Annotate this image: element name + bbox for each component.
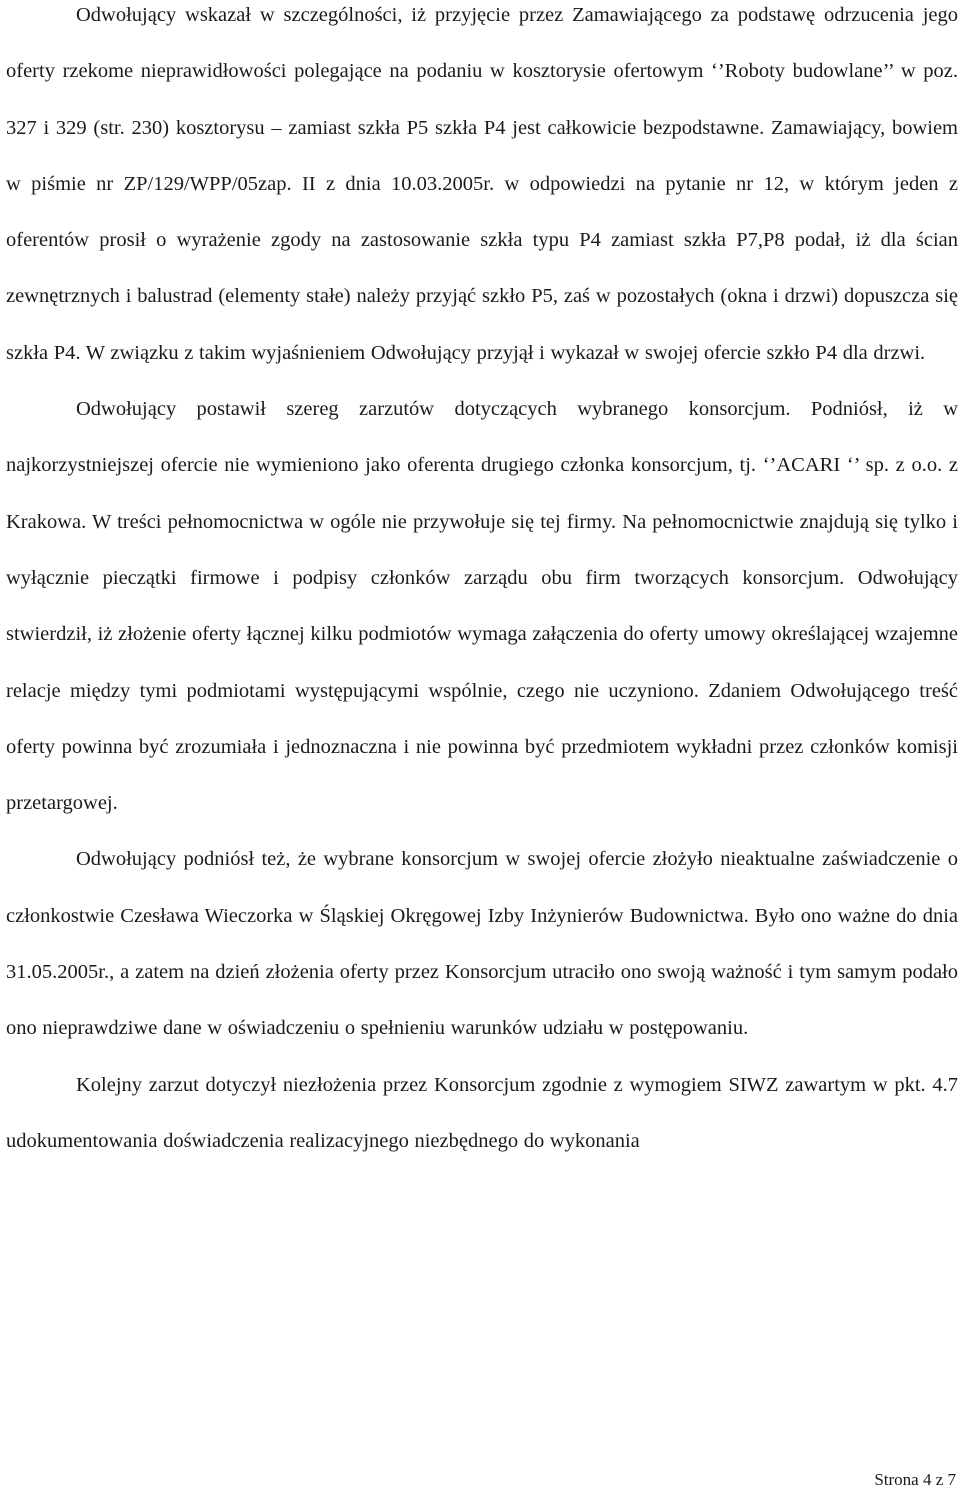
document-page: [6, 0, 958, 1169]
paragraph-4: Kolejny zarzut dotyczył niezłożenia przez Konsorcjum zgodnie z wymogiem SIWZ zawartym w pkt. 4.7 udokumentowania doświadczenia realizacyjnego niezbędnego do wykonania: [6, 1073, 958, 1152]
paragraph-1: Odwołujący wskazał w szczególności, iż przyjęcie przez Zamawiającego za podstawę odrzucenia jego oferty rzekome nieprawidłowości polegające na podaniu w kosztorysie ofertowym ‘’Roboty budowlane’’ w poz. 327 i 329 (str. 230) kosztorysu – zamiast szkła P5 szkła P4 jest całkowicie bezpodstawne. Zamawiający, bowiem w piśmie nr ZP/129/WPP/05zap. II z dnia 10.03.2005r. w odpowiedzi na pytanie nr 12, w którym jeden z oferentów prosił o wyrażenie zgody na zastosowanie szkła typu P4 zamiast szkła P7,P8 podał, iż dla ścian zewnętrznych i balustrad (elementy stałe) należy przyjąć szkło P5, zaś w pozostałych (okna i drzwi) dopuszcza się szkła P4. W związku z takim wyjaśnieniem Odwołujący przyjął i wykazał w swojej ofercie szkło P4 dla drzwi.: [6, 4, 958, 364]
paragraph-2: Odwołujący postawił szereg zarzutów dotyczących wybranego konsorcjum. Podniósł, iż w najkorzystniejszej ofercie nie wymieniono jako oferenta drugiego członka konsorcjum, tj. ‘’ACARI ‘’ sp. z o.o. z Krakowa. W treści pełnomocnictwa w ogóle nie przywołuje się tej firmy. Na pełnomocnictwie znajdują się tylko i wyłącznie pieczątki firmowe i podpisy członków zarządu obu firm tworzących konsorcjum. Odwołujący stwierdził, iż złożenie oferty łącznej kilku podmiotów wymaga załączenia do oferty umowy określającej wzajemne relacje między tymi podmiotami występującymi wspólnie, czego nie uczyniono. Zdaniem Odwołującego treść oferty powinna być zrozumiała i jednoznaczna i nie powinna być przedmiotem wykładni przez członków komisji przetargowej.: [6, 398, 958, 815]
paragraph-3: Odwołujący podniósł też, że wybrane konsorcjum w swojej ofercie złożyło nieaktualne zaświadczenie o członkostwie Czesława Wieczorka w Śląskiej Okręgowej Izby Inżynierów Budownictwa. Było ono ważne do dnia 31.05.2005r., a zatem na dzień złożenia oferty przez Konsorcjum utraciło ono swoją ważność i tym samym podało ono nieprawdziwe dane w oświadczeniu o spełnieniu warunków udziału w postępowaniu.: [6, 848, 958, 1040]
page-number-footer: Strona 4 z 7: [874, 1470, 956, 1489]
